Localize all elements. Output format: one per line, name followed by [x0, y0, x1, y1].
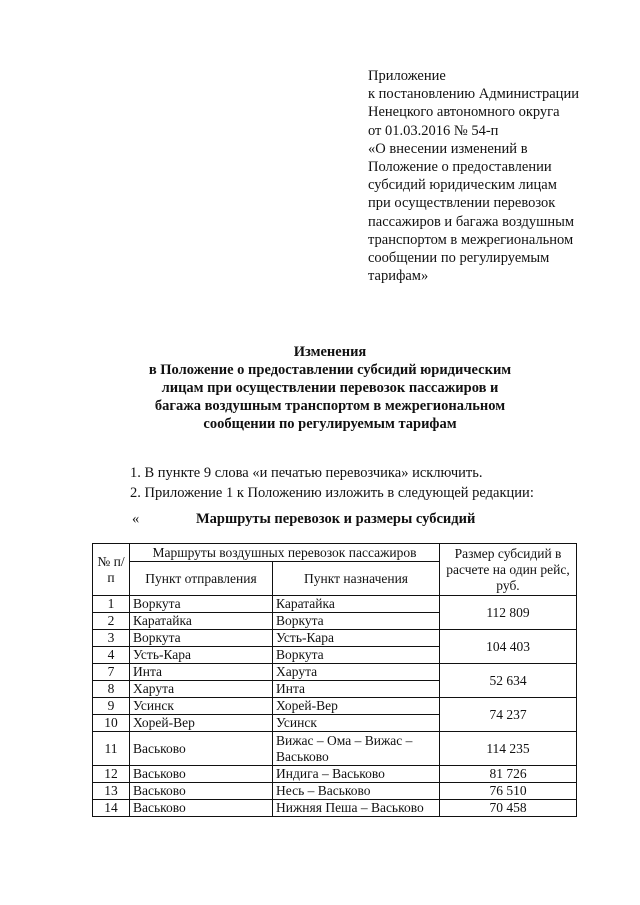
header-num: № п/п [93, 544, 130, 596]
row-to: Инта [273, 681, 440, 698]
heading-line: Изменения [293, 344, 367, 360]
annex-line: пассажиров и багажа воздушным [368, 213, 575, 230]
row-to: Несь – Васьково [273, 783, 440, 800]
row-num: 2 [93, 613, 130, 630]
annex-line: тарифам» [368, 268, 429, 285]
row-from: Хорей-Вер [130, 715, 273, 732]
row-to: Каратайка [273, 596, 440, 613]
heading-line: багажа воздушным транспортом в межрегиональном [154, 398, 506, 414]
document-heading [80, 343, 580, 433]
row-num: 10 [93, 715, 130, 732]
row-from: Воркута [130, 596, 273, 613]
row-to: Харута [273, 664, 440, 681]
row-from: Харута [130, 681, 273, 698]
row-from: Воркута [130, 630, 273, 647]
table-header-row [93, 544, 577, 562]
heading-line: лицам при осуществлении перевозок пассажиров и [161, 380, 499, 396]
row-to: Индига – Васьково [273, 766, 440, 783]
annex-line: субсидий юридическим лицам [368, 177, 557, 194]
annex-line: Положение о предоставлении [368, 159, 552, 176]
row-from: Усть-Кара [130, 647, 273, 664]
table-row [93, 783, 577, 800]
header-from: Пункт отправления [130, 562, 273, 596]
row-sum: 112 809 [440, 596, 577, 630]
row-num: 1 [93, 596, 130, 613]
header-sum: Размер субсидий в расчете на один рейс, руб. [440, 544, 577, 596]
annex-line: от 01.03.2016 № 54-п [368, 122, 499, 139]
table-title: Маршруты перевозок и размеры субсидий [196, 511, 476, 527]
annex-line: Приложение [368, 68, 446, 84]
row-sum: 52 634 [440, 664, 577, 698]
annex-line: транспортом в межрегиональном [368, 231, 574, 248]
amendment-item: 1. В пункте 9 слова «и печатью перевозчика» исключить. [130, 465, 483, 481]
row-num: 14 [93, 800, 130, 817]
heading-line: сообщении по регулируемым тарифам [203, 416, 457, 432]
row-num: 8 [93, 681, 130, 698]
table-row [93, 732, 577, 766]
annex-block [368, 67, 618, 285]
row-sum: 81 726 [440, 766, 577, 783]
row-from: Инта [130, 664, 273, 681]
header-routes: Маршруты воздушных перевозок пассажиров [130, 544, 440, 562]
table-row [93, 800, 577, 817]
row-from: Усинск [130, 698, 273, 715]
row-from: Васьково [130, 732, 273, 766]
row-sum: 114 235 [440, 732, 577, 766]
row-from: Васьково [130, 783, 273, 800]
row-to: Хорей-Вер [273, 698, 440, 715]
row-sum: 74 237 [440, 698, 577, 732]
row-from: Васьково [130, 800, 273, 817]
table-row [93, 630, 577, 647]
row-sum: 70 458 [440, 800, 577, 817]
amendment-items [130, 463, 534, 503]
row-num: 12 [93, 766, 130, 783]
row-to: Вижас – Ома – Вижас – Васьково [273, 732, 440, 766]
routes-table [92, 543, 577, 817]
row-to: Нижняя Пеша – Васьково [273, 800, 440, 817]
row-to: Воркута [273, 647, 440, 664]
annex-line: сообщении по регулируемым [368, 250, 550, 267]
heading-line: в Положение о предоставлении субсидий юридическим [148, 362, 512, 378]
table-row [93, 698, 577, 715]
row-from: Каратайка [130, 613, 273, 630]
row-num: 4 [93, 647, 130, 664]
table-row [93, 664, 577, 681]
amendment-item: 2. Приложение 1 к Положению изложить в следующей редакции: [130, 485, 534, 501]
annex-line: «О внесении изменений в [368, 140, 528, 157]
row-num: 9 [93, 698, 130, 715]
row-from: Васьково [130, 766, 273, 783]
row-num: 11 [93, 732, 130, 766]
annex-line: Ненецкого автономного округа [368, 104, 560, 121]
row-to: Усинск [273, 715, 440, 732]
row-num: 3 [93, 630, 130, 647]
annex-line: при осуществлении перевозок [368, 195, 556, 212]
row-to: Воркута [273, 613, 440, 630]
row-to: Усть-Кара [273, 630, 440, 647]
annex-line: к постановлению Администрации [368, 86, 579, 103]
table-row [93, 596, 577, 613]
table-row [93, 766, 577, 783]
header-to: Пункт назначения [273, 562, 440, 596]
row-num: 13 [93, 783, 130, 800]
opening-quote: « [132, 511, 140, 527]
row-num: 7 [93, 664, 130, 681]
row-sum: 76 510 [440, 783, 577, 800]
row-sum: 104 403 [440, 630, 577, 664]
